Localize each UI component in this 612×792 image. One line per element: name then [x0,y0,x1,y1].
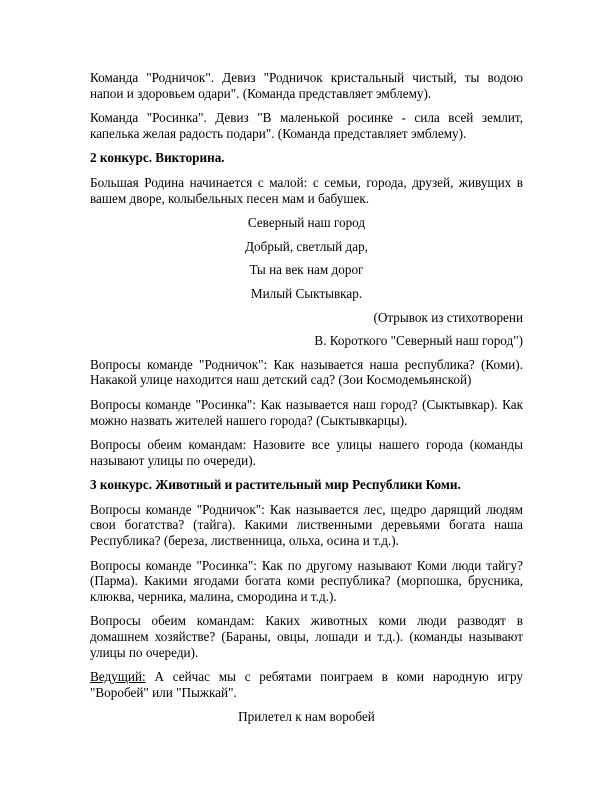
paragraph-questions-rosinka: Вопросы команде "Росинка": Как называется наш город? (Сыктывкар). Как можно назвать жителей нашего города? (Сыктывкарцы). [90,396,523,428]
paragraph-team-rosinka: Команда "Росинка". Девиз "В маленькой росинке - сила всей землит, капелька желая радость подари". (Команда представляет эмблему). [90,110,523,141]
paragraph-questions-rodnichok: Вопросы команде "Родничок": Как называется наша республика? (Коми). Накакой улице находится наш детский сад? (Зои Космодемьянской) [90,356,523,388]
host-label: Ведущий: [90,669,146,685]
poem-line-5: Прилетел к нам воробей [238,709,375,725]
poem-line-1: Северный наш город [247,215,366,231]
host-text: А сейчас мы с ребятами поиграем в коми народную игру "Воробей" или "Пыжкай". [90,669,523,700]
paragraph-nature-rosinka: Вопросы команде "Росинка": Как по другому называют Коми люди тайгу? (Парма). Какими ягодами богата коми республика? (морпошка, брусника, клюква, черника, малина, смородина и т.д.). [90,557,523,604]
heading-contest-3: 3 конкурс. Животный и растительный мир Республики Коми. [90,477,461,493]
poem-source-line-2: В. Короткого "Северный наш город") [314,333,523,349]
poem-line-2: Добрый, светлый дар, [245,238,368,254]
poem-line-4: Милый Сыктывкар. [250,285,363,301]
paragraph-host [90,669,523,700]
poem-line-3: Ты на век нам дорог [249,262,364,278]
paragraph-nature-rodnichok: Вопросы команде "Родничок": Как называется лес, щедро дарящий людям свои богатства? (тайга). Какими лиственными деревьями богата наша Республика? (береза, лиственница, ольха, осина и т.д.). [90,501,523,549]
document-body [90,70,523,733]
paragraph-questions-both: Вопросы обеим командам: Назовите все улицы нашего города (команды называют улицы по очереди). [90,437,523,468]
paragraph-nature-both: Вопросы обеим командам: Каких животных коми люди разводят в домашнем хозяйстве? (Бараны, овцы, лошади и т.д.). (команды называют улицы по очереди). [90,613,523,660]
paragraph-homeland: Большая Родина начинается с малой: с семьи, города, друзей, живущих в вашем дворе, колыбельных песен мам и бабушек. [90,174,523,206]
heading-contest-2: 2 конкурс. Викторина. [90,150,225,166]
paragraph-team-rodnichok: Команда "Родничок". Девиз "Родничок кристальный чистый, ты водою напои и здоровьем одари". (Команда представляет эмблему). [90,70,523,101]
poem-source-line-1: (Отрывок из стихотворени [373,309,523,325]
